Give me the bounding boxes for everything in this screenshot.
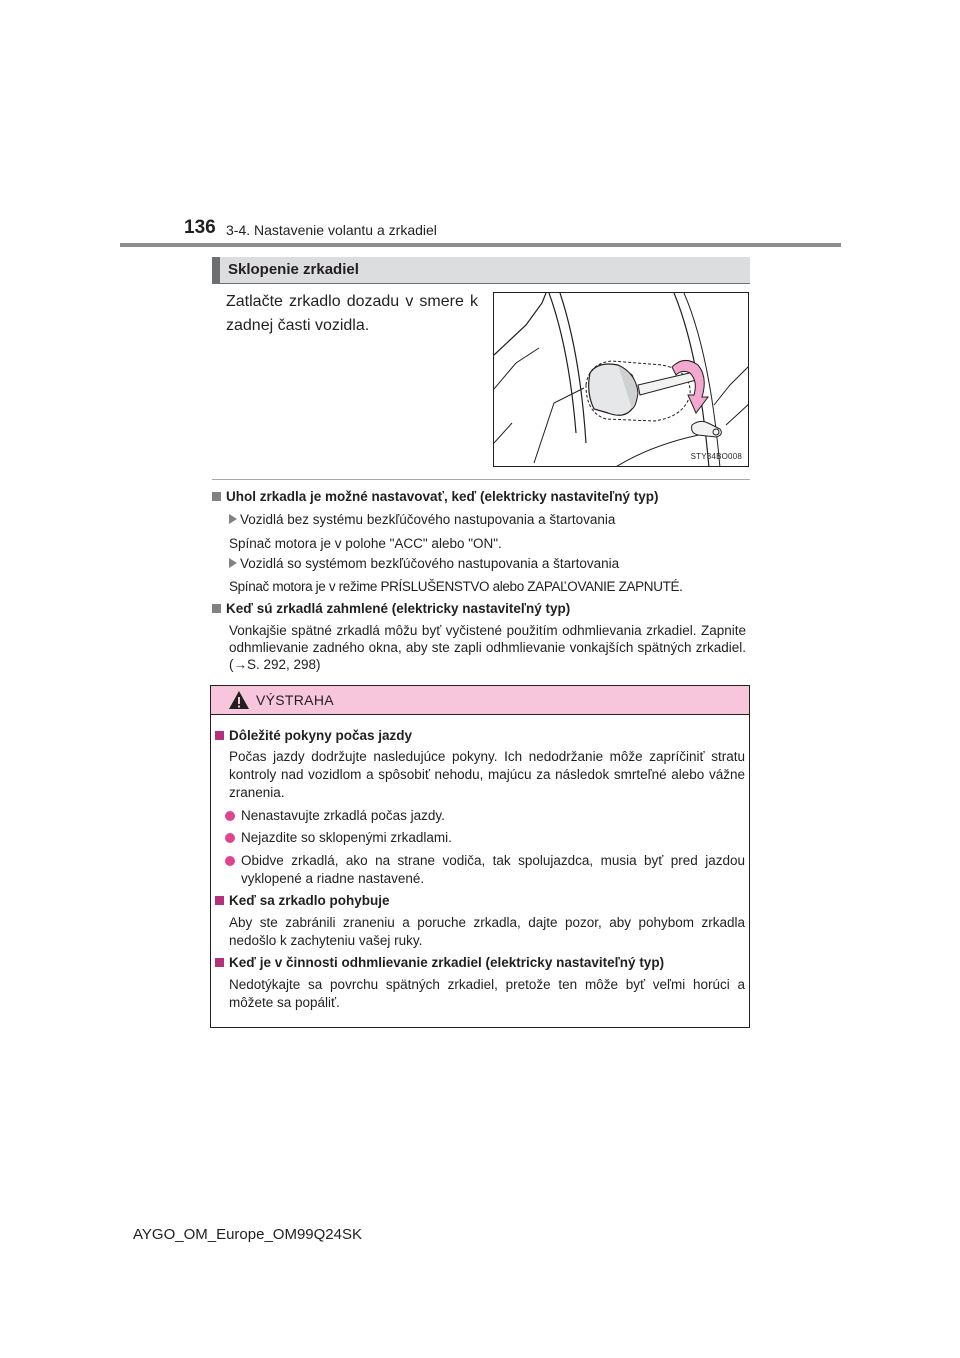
section-rule bbox=[212, 283, 750, 284]
note-fog-heading bbox=[212, 601, 570, 616]
warning-driving-heading bbox=[215, 728, 412, 743]
note-angle-item2-text: Spínač motora je v režime PRÍSLUŠENSTVO alebo ZAPAĽOVANIE ZAPNUTÉ. bbox=[229, 579, 683, 594]
note-angle-heading-text: Uhol zrkadla je možné nastavovať, keď (elektricky nastaviteľný typ) bbox=[226, 489, 659, 504]
round-bullet-icon bbox=[225, 811, 235, 821]
triangle-bullet-icon bbox=[229, 514, 237, 524]
triangle-bullet-icon bbox=[229, 558, 237, 568]
intro-text: Zatlačte zrkadlo dozadu v smere k zadnej časti vozidla. bbox=[226, 293, 478, 334]
round-bullet-icon bbox=[225, 833, 235, 843]
warning-triangle-icon bbox=[228, 690, 250, 710]
square-bullet-icon bbox=[212, 604, 221, 613]
warning-bullet-1-text: Nenastavujte zrkadlá počas jazdy. bbox=[241, 808, 445, 823]
warning-defog-heading-text: Keď je v činnosti odhmlievanie zrkadiel (elektricky nastaviteľný typ) bbox=[229, 955, 665, 970]
warning-bullet-2 bbox=[225, 829, 745, 847]
warning-defog-text: Nedotýkajte sa povrchu spätných zrkadiel, pretože ten môže byť veľmi horúci a môžete sa popáliť. bbox=[229, 977, 745, 1010]
figure-code: STY34BO008 bbox=[690, 452, 742, 461]
square-bullet-icon bbox=[215, 896, 224, 905]
mirror-fold-illustration bbox=[493, 292, 749, 467]
square-bullet-icon bbox=[212, 492, 221, 501]
section-divider bbox=[212, 479, 750, 480]
page-number: 136 bbox=[184, 217, 216, 238]
warning-bullet-2-text: Nejazdite so sklopenými zrkadlami. bbox=[241, 830, 452, 845]
note-angle-item2-label: Vozidlá so systémom bezkľúčového nastupovania a štartovania bbox=[240, 556, 620, 571]
warning-box bbox=[210, 685, 750, 1028]
warning-moving-heading bbox=[215, 893, 390, 908]
note-fog-text: Vonkajšie spätné zrkadlá môžu byť vyčistené použitím odhmlievania zrkadiel. Zapnite odhmlievanie zadného okna, aby ste zapli odhmlievanie vonkajších spätných zrkadiel. (→S. 292, 298) bbox=[229, 623, 746, 672]
warning-moving-text: Aby ste zabránili zraneniu a poruche zrkadla, dajte pozor, aby pohybom zrkadla nedošlo k zachyteniu vašej ruky. bbox=[229, 915, 745, 948]
header-rule bbox=[120, 243, 841, 247]
section-accent bbox=[212, 257, 220, 283]
square-bullet-icon bbox=[215, 958, 224, 967]
chapter-title: 3-4. Nastavenie volantu a zrkadiel bbox=[226, 222, 437, 238]
note-angle-item1-label: Vozidlá bez systému bezkľúčového nastupovania a štartovania bbox=[240, 512, 616, 527]
note-angle-item1 bbox=[229, 512, 615, 527]
footer-doc-code: AYGO_OM_Europe_OM99Q24SK bbox=[133, 1226, 362, 1243]
warning-defog-heading bbox=[215, 955, 664, 970]
warning-bullet-1 bbox=[225, 807, 745, 825]
warning-bullet-3 bbox=[225, 852, 745, 888]
note-angle-heading bbox=[212, 489, 659, 504]
section-title: Sklopenie zrkadiel bbox=[228, 261, 359, 278]
note-fog-heading-text: Keď sú zrkadlá zahmlené (elektricky nastaviteľný typ) bbox=[226, 601, 571, 616]
round-bullet-icon bbox=[225, 856, 235, 866]
warning-header bbox=[211, 686, 749, 715]
note-angle-item1-text: Spínač motora je v polohe "ACC" alebo "ON". bbox=[229, 536, 502, 551]
note-angle-item2 bbox=[229, 556, 619, 571]
warning-title: VÝSTRAHA bbox=[256, 692, 334, 708]
section-heading-bar bbox=[212, 257, 750, 283]
mirror-drawing bbox=[494, 293, 749, 467]
warning-driving-heading-text: Dôležité pokyny počas jazdy bbox=[229, 728, 413, 743]
square-bullet-icon bbox=[215, 731, 224, 740]
warning-bullet-3-text: Obidve zrkadlá, ako na strane vodiča, tak spolujazdca, musia byť pred jazdou vyklopené a riadne nastavené. bbox=[241, 853, 745, 886]
warning-moving-heading-text: Keď sa zrkadlo pohybuje bbox=[229, 893, 390, 908]
warning-driving-text: Počas jazdy dodržujte nasledujúce pokyny. Ich nedodržanie môže zapríčiniť stratu kontroly nad vozidlom a spôsobiť nehodu, majúcu za následok smrteľné alebo vážne zranenia. bbox=[229, 749, 745, 800]
